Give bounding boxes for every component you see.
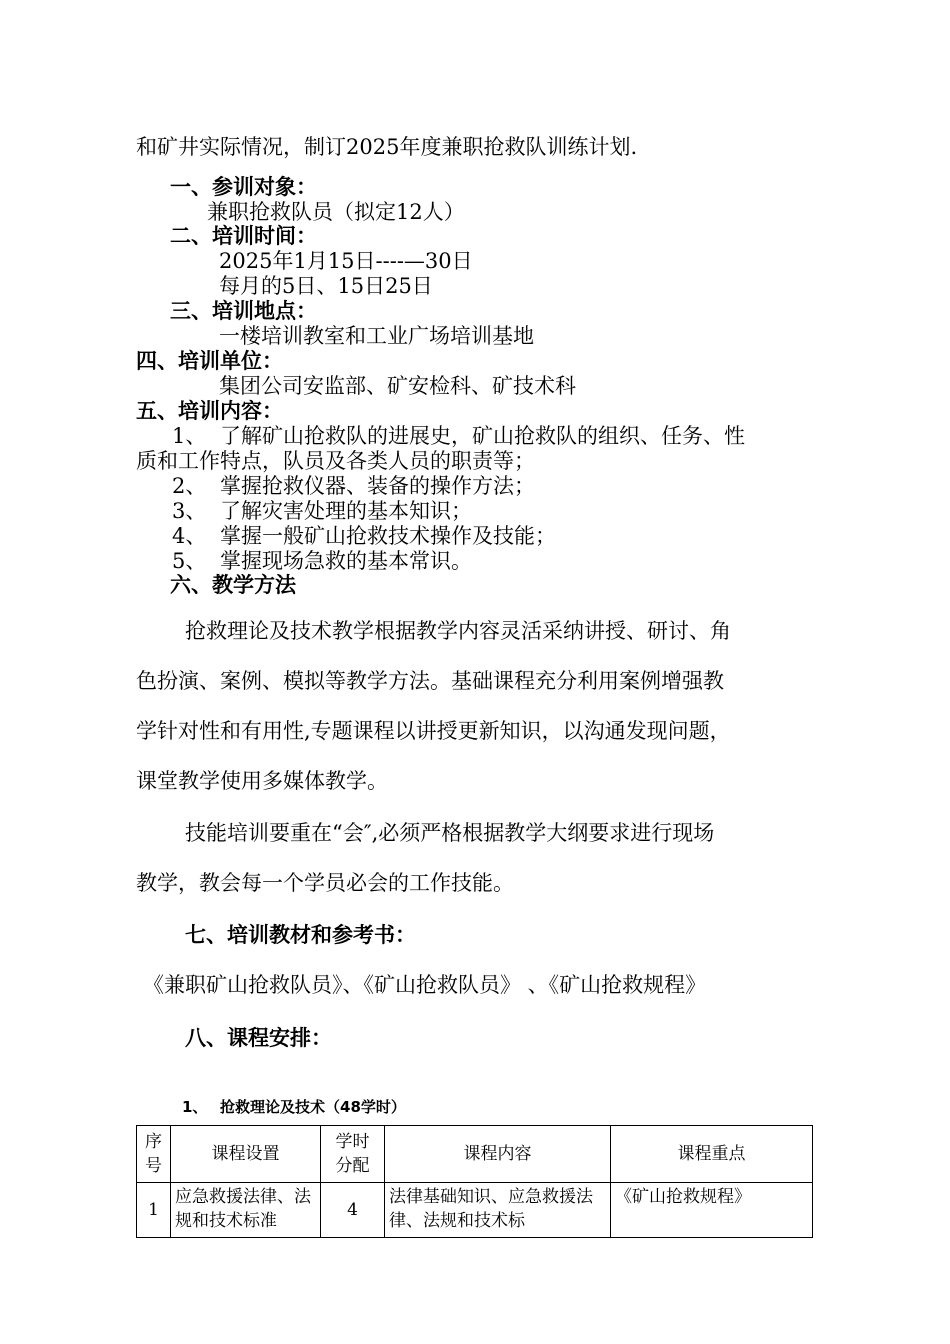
cell-hours: 4 [321, 1183, 385, 1238]
table-title-number: 1、 [182, 1098, 208, 1116]
header-focus: 课程重点 [611, 1126, 813, 1183]
sec6-title: 六、教学方法 [170, 573, 296, 597]
sec3-body: 一楼培训教室和工业广场培训基地 [219, 324, 534, 348]
sec2-title: 二、培训时间： [170, 224, 317, 248]
intro-tail-text: 和矿井实际情况，制订2025年度兼职抢救队训练计划. [136, 135, 638, 159]
table-title [182, 1094, 406, 1120]
header-content: 课程内容 [385, 1126, 611, 1183]
cell-focus: 《矿山抢救规程》 [611, 1183, 813, 1238]
list-item-text: 了解灾害处理的基本知识； [220, 499, 472, 523]
list-item [172, 523, 556, 549]
list-item-number: 3、 [172, 499, 207, 523]
list-item [172, 498, 472, 524]
sec2-line1: 2025年1月15日----—30日 [219, 249, 473, 273]
sec6-p1-line1: 抢救理论及技术教学根据教学内容灵活采纳讲授、研讨、角 [185, 619, 731, 643]
sec7-body: 《兼职矿山抢救队员》、《矿山抢救队员》 、《矿山抢救规程》 [143, 973, 707, 997]
table-header-row [137, 1126, 813, 1183]
sec2-line2: 每月的5日、15日25日 [219, 274, 433, 298]
sec6-p2-line2: 教学，教会每一个学员必会的工作技能。 [136, 871, 514, 895]
sec6-p1-line3: 学针对性和有用性,专题课程以讲授更新知识，以沟通发现问题， [136, 719, 731, 743]
list-item-text: 掌握抢救仪器、装备的操作方法； [220, 474, 535, 498]
cell-course: 应急救援法律、法规和技术标准 [171, 1183, 321, 1238]
list-item-continuation: 质和工作特点，队员及各类人员的职责等； [136, 449, 535, 473]
list-item [172, 548, 472, 574]
sec4-body: 集团公司安监部、矿安检科、矿技术科 [219, 374, 576, 398]
header-no: 序 号 [137, 1126, 171, 1183]
list-item-number: 2、 [172, 474, 207, 498]
sec8-title: 八、课程安排： [185, 1026, 332, 1050]
sec7-title: 七、培训教材和参考书： [185, 923, 416, 947]
list-item-text: 掌握现场急救的基本常识。 [220, 549, 472, 573]
list-item-number: 5、 [172, 549, 207, 573]
list-item [172, 473, 535, 499]
list-item [172, 423, 745, 449]
sec5-title: 五、培训内容： [136, 399, 283, 423]
table-title-text: 抢救理论及技术（48学时） [220, 1098, 406, 1116]
list-item-text: 了解矿山抢救队的进展史，矿山抢救队的组织、任务、性 [220, 424, 745, 448]
sec4-title: 四、培训单位： [136, 349, 283, 373]
sec1-title: 一、参训对象： [170, 175, 317, 199]
header-course: 课程设置 [171, 1126, 321, 1183]
cell-no: 1 [137, 1183, 171, 1238]
cell-content: 法律基础知识、应急救援法律、法规和技术标 [385, 1183, 611, 1238]
list-item-text: 掌握一般矿山抢救技术操作及技能； [220, 524, 556, 548]
sec6-p1-line2: 色扮演、案例、模拟等教学方法。基础课程充分利用案例增强教 [136, 669, 724, 693]
course-table [136, 1125, 813, 1238]
sec6-p1-line4: 课堂教学使用多媒体教学。 [136, 769, 388, 793]
header-hours: 学时 分配 [321, 1126, 385, 1183]
list-item-number: 1、 [172, 424, 207, 448]
sec1-body: 兼职抢救队员（拟定12人） [207, 200, 465, 224]
table-row [137, 1183, 813, 1238]
list-item-number: 4、 [172, 524, 207, 548]
sec3-title: 三、培训地点： [170, 299, 317, 323]
sec6-p2-line1: 技能培训要重在“会″,必须严格根据教学大纲要求进行现场 [185, 821, 715, 845]
